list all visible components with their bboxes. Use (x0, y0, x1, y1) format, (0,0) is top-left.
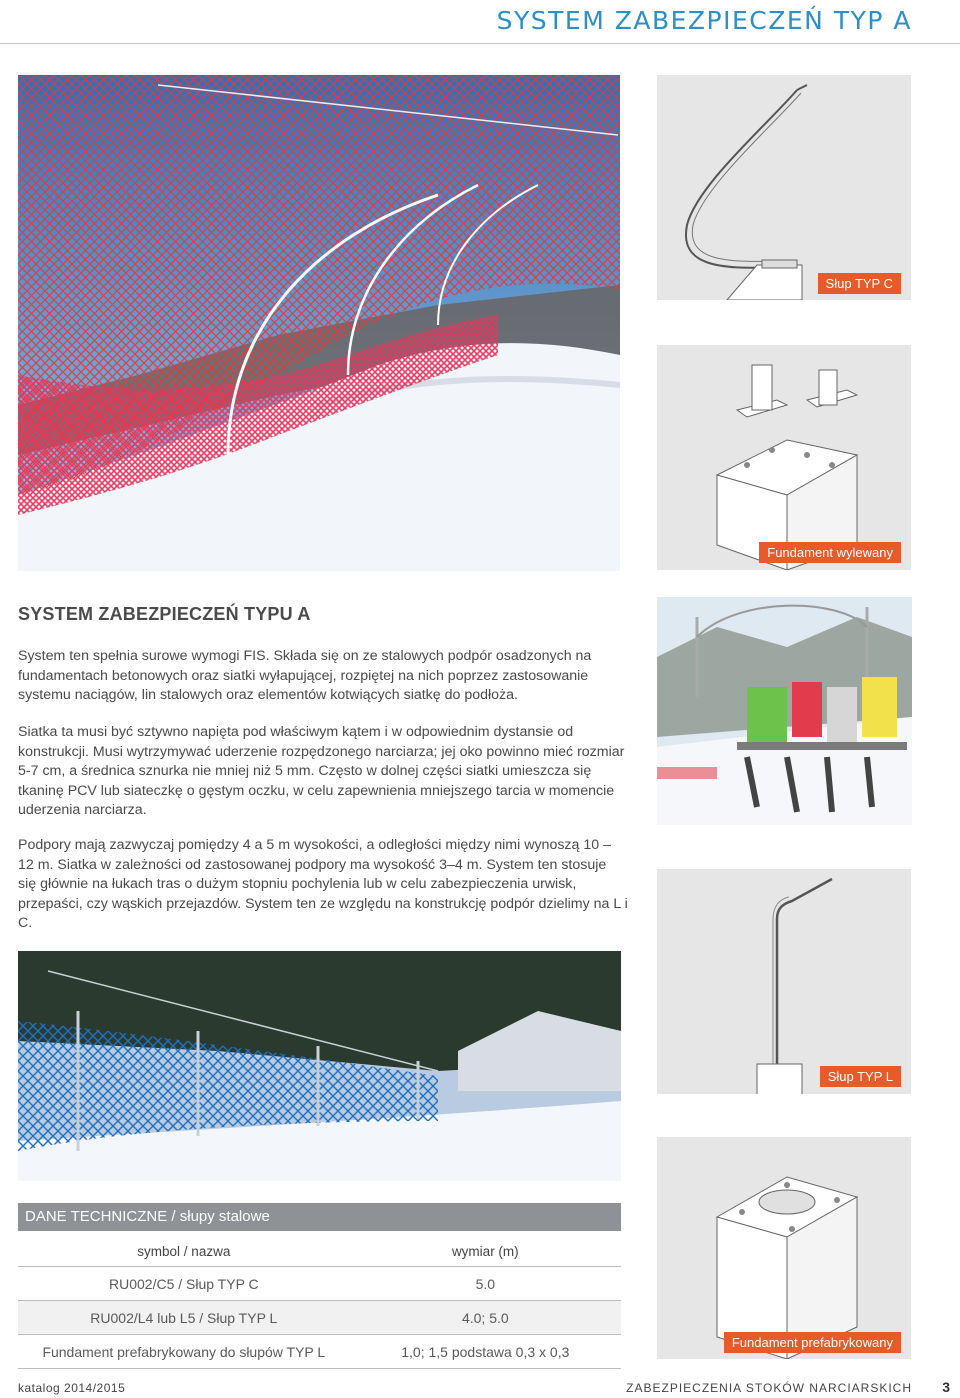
photo-chairlift (657, 597, 912, 825)
table-row (18, 1267, 621, 1301)
section-heading: SYSTEM ZABEZPIECZEŃ TYPU A (18, 604, 311, 624)
footer-catalog: katalog 2014/2015 (18, 1381, 126, 1395)
row-name: Fundament prefabrykowany do słupów TYP L (42, 1343, 326, 1360)
row-dimension: 1,0; 1,5 podstawa 0,3 x 0,3 (401, 1343, 570, 1360)
foundation-prefab-drawing (657, 1137, 911, 1359)
row-dimension: 5.0 (475, 1275, 496, 1292)
photo-red-net (18, 75, 620, 571)
header-divider (0, 43, 960, 44)
page-header-title: SYSTEM ZABEZPIECZEŃ TYP A (496, 6, 912, 35)
panel-post-l (657, 869, 911, 1094)
row-dimension: 4.0; 5.0 (350, 1301, 621, 1335)
post-l-drawing (657, 869, 911, 1094)
paragraph-2: Siatka ta musi być sztywno napięta pod właściwym kątem i w odpowiednim dystansie od konstrukcji. Musi wytrzymywać uderzenie rozpędzonego narciarza; jej oko powinno mieć rozmiar 5-7 cm, a średnica sznurka nie mniej niż 5 mm. Często w dolnej części siatki umieszcza się tkaninę PCV lub siateczkę o gęstym oczku, w celu zapewnienia mniejszego tarcia w momencie uderzenia narciarza. (18, 724, 625, 818)
column-header-name: symbol / nazwa (137, 1243, 231, 1259)
table-row (18, 1335, 621, 1369)
panel-foundation-prefab (657, 1137, 911, 1359)
photo-blue-net (18, 951, 621, 1181)
foundation-prefab-tag: Fundament prefabrykowany (724, 1332, 901, 1353)
foundation-poured-tag: Fundament wylewany (759, 542, 901, 563)
column-header-dimension: wymiar (m) (451, 1243, 519, 1259)
panel-post-c (657, 75, 911, 300)
table-header-row (18, 1236, 621, 1267)
page-number: 3 (942, 1379, 950, 1395)
tech-data-table (18, 1236, 621, 1369)
post-c-drawing (657, 75, 911, 300)
row-name: RU002/C5 / Słup TYP C (108, 1275, 259, 1292)
row-name: RU002/L4 lub L5 / Słup TYP L (18, 1301, 350, 1335)
tech-data-title: DANE TECHNICZNE / słupy stalowe (18, 1203, 621, 1231)
post-c-tag: Słup TYP C (818, 273, 901, 294)
table-row (18, 1301, 621, 1335)
paragraph-1: System ten spełnia surowe wymogi FIS. Składa się on ze stalowych podpór osadzonych na fundamentach betonowych oraz siatki wyłapującej, rozpiętej na nich poprzez zastosowanie systemu naciągów, lin stalowych oraz elementów kotwiących siatkę do podłoża. (18, 648, 592, 703)
panel-foundation-poured (657, 345, 911, 570)
footer-section-title: ZABEZPIECZENIA STOKÓW NARCIARSKICH (626, 1381, 912, 1395)
paragraph-3: Podpory mają zazwyczaj pomiędzy 4 a 5 m wysokości, a odległości między nimi wynoszą 10 – 12 m. Siatka w zależności od zastosowanej podpory ma wysokość 3–4 m. System ten stosuje się głównie na łukach tras o dużym stopniu pochylenia lub w celu zabezpieczenia urwisk, przepaści, czy wąskich przejazdów. System ten ze względu na konstrukcję podpór dzielimy na L i C. (18, 837, 628, 931)
post-l-tag: Słup TYP L (820, 1066, 901, 1087)
foundation-poured-drawing (657, 345, 911, 570)
